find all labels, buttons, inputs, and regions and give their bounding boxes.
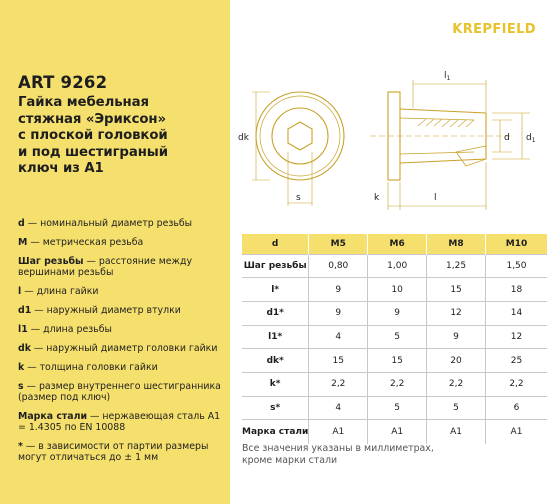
table-row: [242, 420, 547, 444]
title-line: и под шестиграный: [18, 144, 168, 160]
legend-item: * — в зависимости от партии размеры могут отличаться до ± 1 мм: [18, 441, 209, 463]
legend-item: d1 — наружный диаметр втулки: [18, 305, 181, 316]
legend-item: M — метрическая резьба: [18, 237, 144, 248]
title-line: стяжная «Эриксон»: [18, 111, 166, 127]
title-line: Гайка мебельная: [18, 95, 149, 110]
table-row: [242, 325, 547, 349]
legend-term: s: [18, 381, 24, 392]
spec-panel: [230, 0, 560, 504]
table-row-header: d1*: [242, 301, 309, 325]
table-cell: А1: [309, 420, 368, 444]
spec-table: [242, 234, 547, 444]
table-cell: 0,80: [309, 254, 368, 278]
table-body: [242, 254, 547, 444]
table-row: [242, 396, 547, 420]
brand-logo: KREPFIELD: [452, 22, 536, 37]
title-line: с плоской головкой: [18, 128, 168, 143]
table-cell: 2,2: [309, 372, 368, 396]
table-row: [242, 301, 547, 325]
legend-item: s — размер внутреннего шестигранника (размер под ключ): [18, 381, 221, 403]
legend-term: *: [18, 441, 23, 452]
table-cell: 2,2: [427, 372, 486, 396]
table-cell: 14: [485, 301, 547, 325]
table-cell: 25: [485, 349, 547, 373]
legend-term: Шаг резьбы: [18, 256, 84, 267]
product-title: [18, 95, 230, 178]
table-row-header: l*: [242, 278, 309, 302]
hexagon-socket: [288, 122, 312, 150]
table-cell: 15: [427, 278, 486, 302]
table-cell: А1: [368, 420, 427, 444]
table-cell: 4: [309, 325, 368, 349]
thread-hatch: [418, 119, 474, 127]
legend-item: d — номинальный диаметр резьбы: [18, 218, 193, 229]
legend-desc: наружный диаметр головки гайки: [46, 343, 218, 354]
legend-term: Марка стали: [18, 411, 88, 422]
table-cell: 1,50: [485, 254, 547, 278]
table-cell: 1,25: [427, 254, 486, 278]
label-dk: dk: [238, 133, 249, 143]
legend-term: d1: [18, 305, 32, 316]
table-row-header: k*: [242, 372, 309, 396]
legend-desc: в зависимости от партии размеры могут отличаться до ± 1 мм: [18, 441, 209, 463]
table-cell: 2,2: [485, 372, 547, 396]
table-cell: 5: [368, 325, 427, 349]
table-row-header: dk*: [242, 349, 309, 373]
legend-item: l1 — длина резьбы: [18, 324, 112, 335]
table-cell: 10: [368, 278, 427, 302]
table-cell: 2,2: [368, 372, 427, 396]
table-cell: 6: [485, 396, 547, 420]
table-header-cell: d: [242, 234, 309, 254]
legend-item: k — толщина головки гайки: [18, 362, 158, 373]
units-note-line2: кроме марки стали: [242, 455, 338, 466]
sleeve-circle: [272, 108, 328, 164]
legend-desc: расстояние между вершинами резьбы: [18, 256, 193, 278]
head-circle: [256, 92, 344, 180]
table-row-header: Марка стали: [242, 420, 309, 444]
legend-term: d: [18, 218, 25, 229]
legend-desc: нержавеющая сталь А1 = 1.4305 по EN 10088: [18, 411, 221, 433]
legend-term: l1: [18, 324, 28, 335]
table-cell: 4: [309, 396, 368, 420]
table-cell: А1: [427, 420, 486, 444]
table-cell: 15: [368, 349, 427, 373]
article-number: ART 9262: [18, 73, 108, 92]
label-d1: $d_1$: [526, 133, 536, 144]
legend-item: Марка стали — нержавеющая сталь А1 = 1.4305 по EN 10088: [18, 411, 221, 433]
label-k: k: [374, 193, 380, 203]
table-cell: 5: [427, 396, 486, 420]
legend-desc: длина резьбы: [43, 324, 112, 335]
legend-desc: размер внутреннего шестигранника (размер под ключ): [18, 381, 221, 403]
units-note-line1: Все значения указаны в миллиметрах,: [242, 443, 434, 454]
legend: [18, 218, 230, 471]
legend-item: l — длина гайки: [18, 286, 99, 297]
table-header-cell: M6: [368, 234, 427, 254]
legend-term: l: [18, 286, 22, 297]
table-header-row: [242, 234, 547, 254]
units-note: [242, 443, 434, 467]
table-header-cell: M10: [485, 234, 547, 254]
table-cell: 9: [368, 301, 427, 325]
info-panel: [0, 0, 230, 504]
label-d: d: [504, 133, 510, 143]
table-header-cell: M8: [427, 234, 486, 254]
legend-item: dk — наружный диаметр головки гайки: [18, 343, 218, 354]
legend-term: M: [18, 237, 28, 248]
label-l1: $l_1$: [444, 71, 451, 82]
table-row-header: s*: [242, 396, 309, 420]
label-s: s: [296, 193, 301, 203]
legend-desc: наружный диаметр втулки: [46, 305, 181, 316]
table-header-cell: M5: [309, 234, 368, 254]
table-row-header: Шаг резьбы: [242, 254, 309, 278]
table-cell: 5: [368, 396, 427, 420]
table-cell: 20: [427, 349, 486, 373]
table-cell: 12: [427, 301, 486, 325]
table-cell: 15: [309, 349, 368, 373]
table-row-header: l1*: [242, 325, 309, 349]
table-cell: 18: [485, 278, 547, 302]
table-cell: 12: [485, 325, 547, 349]
table-cell: 9: [309, 301, 368, 325]
table-row: [242, 349, 547, 373]
table-cell: 9: [309, 278, 368, 302]
legend-desc: длина гайки: [36, 286, 99, 297]
legend-desc: номинальный диаметр резьбы: [40, 218, 193, 229]
legend-term: dk: [18, 343, 31, 354]
title-line: ключ из А1: [18, 161, 104, 176]
table-row: [242, 278, 547, 302]
legend-item: Шаг резьбы — расстояние между вершинами резьбы: [18, 256, 193, 278]
table-cell: А1: [485, 420, 547, 444]
label-l: l: [434, 193, 437, 203]
legend-desc: толщина головки гайки: [39, 362, 158, 373]
table-cell: 9: [427, 325, 486, 349]
table-row: [242, 254, 547, 278]
table-row: [242, 372, 547, 396]
table-cell: 1,00: [368, 254, 427, 278]
legend-desc: метрическая резьба: [42, 237, 144, 248]
nut-drawing: [230, 60, 560, 240]
legend-term: k: [18, 362, 25, 373]
